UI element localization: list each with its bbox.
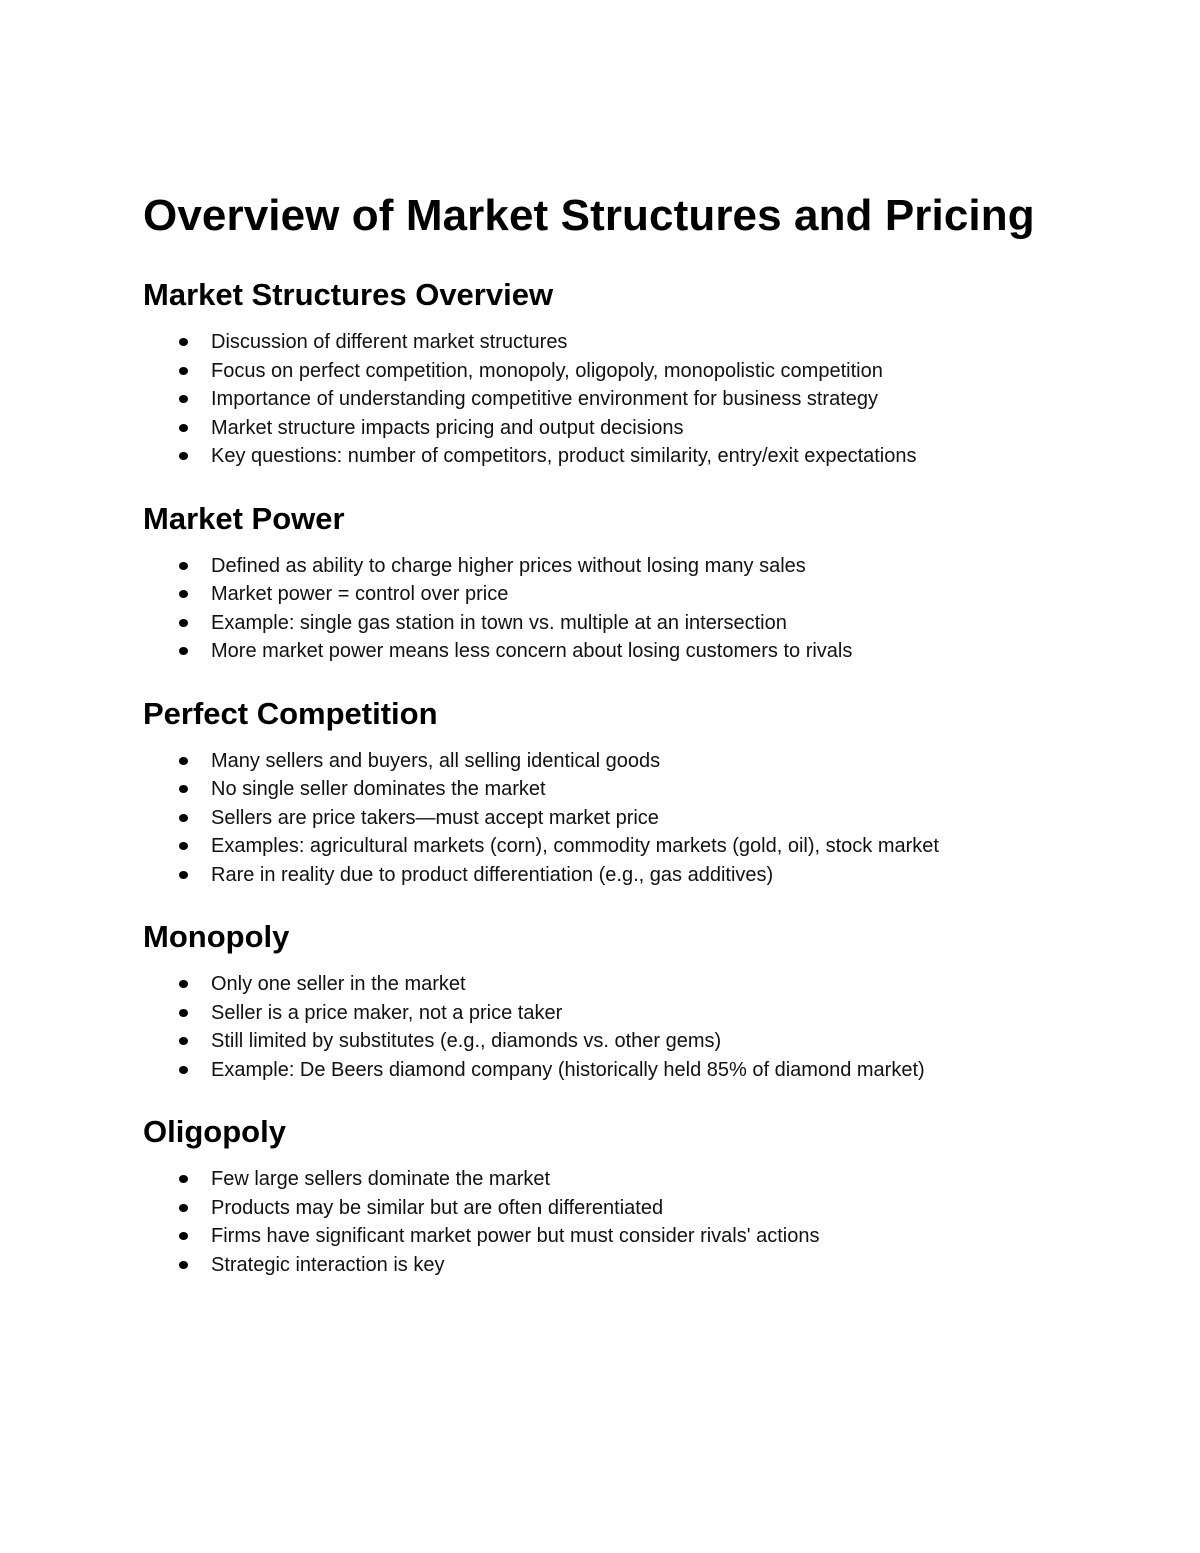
list-item — [143, 1222, 1200, 1251]
list-item — [143, 832, 1200, 861]
list-item-text: More market power means less concern about losing customers to rivals — [211, 640, 853, 662]
list-item — [143, 1251, 1200, 1280]
list-item-text: Many sellers and buyers, all selling identical goods — [211, 749, 661, 772]
list-item — [143, 328, 1200, 357]
list-item — [143, 775, 1200, 804]
section-heading: Market Structures Overview — [143, 277, 554, 312]
list-item-text: Seller is a price maker, not a price taker — [211, 1001, 563, 1024]
bullet-dot-icon — [179, 1175, 188, 1183]
list-item — [143, 1027, 1200, 1056]
bullet-list — [143, 552, 1200, 666]
list-item-text: Discussion of different market structures — [211, 331, 568, 353]
list-item-text: Focus on perfect competition, monopoly, oligopoly, monopolistic competition — [211, 359, 883, 382]
list-item-text: Example: single gas station in town vs. multiple at an intersection — [211, 611, 787, 634]
bullet-dot-icon — [179, 647, 188, 655]
bullet-dot-icon — [179, 1204, 188, 1212]
section-monopoly — [143, 918, 1200, 1084]
section-heading: Market Power — [143, 500, 345, 536]
list-item-text: Defined as ability to charge higher prices without losing many sales — [211, 554, 806, 577]
bullet-dot-icon — [179, 619, 188, 627]
bullet-dot-icon — [179, 1009, 188, 1017]
bullet-dot-icon — [179, 1261, 188, 1269]
list-item-text: Products may be similar but are often differentiated — [211, 1196, 664, 1219]
list-item — [143, 1194, 1200, 1223]
section-oligopoly — [143, 1113, 1200, 1279]
bullet-dot-icon — [179, 338, 188, 346]
list-item — [143, 970, 1200, 999]
section-heading: Perfect Competition — [143, 695, 438, 731]
list-item-text: Examples: agricultural markets (corn), commodity markets (gold, oil), stock market — [211, 835, 939, 857]
bullet-dot-icon — [179, 395, 188, 403]
list-item-text: Only one seller in the market — [211, 973, 466, 995]
bullet-dot-icon — [179, 1232, 188, 1240]
list-item — [143, 385, 1200, 414]
bullet-list — [143, 1165, 1200, 1279]
bullet-list — [143, 970, 1200, 1084]
bullet-dot-icon — [179, 842, 188, 850]
bullet-dot-icon — [179, 980, 188, 988]
bullet-dot-icon — [179, 452, 188, 460]
list-item — [143, 861, 1200, 890]
list-item-text: Market power = control over price — [211, 583, 509, 605]
bullet-dot-icon — [179, 1037, 188, 1045]
list-item-text: Key questions: number of competitors, product similarity, entry/exit expectations — [211, 445, 917, 467]
document-title: Overview of Market Structures and Pricing — [143, 191, 1035, 240]
bullet-dot-icon — [179, 1066, 188, 1074]
list-item-text: Strategic interaction is key — [211, 1253, 445, 1276]
list-item-text: No single seller dominates the market — [211, 778, 546, 800]
list-item — [143, 1056, 1200, 1085]
bullet-dot-icon — [179, 367, 188, 375]
list-item-text: Importance of understanding competitive environment for business strategy — [211, 388, 879, 410]
bullet-list — [143, 328, 1200, 471]
bullet-dot-icon — [179, 871, 188, 879]
bullet-dot-icon — [179, 590, 188, 598]
list-item — [143, 580, 1200, 609]
section-perfect-competition — [143, 695, 1200, 890]
list-item — [143, 637, 1200, 666]
section-heading: Monopoly — [143, 919, 290, 954]
list-item-text: Few large sellers dominate the market — [211, 1168, 551, 1190]
list-item — [143, 1165, 1200, 1194]
list-item — [143, 357, 1200, 386]
list-item — [143, 747, 1200, 776]
bullet-dot-icon — [179, 785, 188, 793]
list-item — [143, 552, 1200, 581]
list-item-text: Market structure impacts pricing and output decisions — [211, 416, 684, 439]
bullet-dot-icon — [179, 757, 188, 765]
bullet-dot-icon — [179, 424, 188, 432]
list-item — [143, 999, 1200, 1028]
bullet-list — [143, 747, 1200, 890]
list-item-text: Still limited by substitutes (e.g., diamonds vs. other gems) — [211, 1030, 722, 1052]
list-item-text: Sellers are price takers—must accept market price — [211, 806, 659, 829]
list-item — [143, 804, 1200, 833]
bullet-dot-icon — [179, 814, 188, 822]
list-item — [143, 442, 1200, 471]
section-market-structures-overview — [143, 276, 1200, 471]
section-market-power — [143, 500, 1200, 666]
list-item — [143, 414, 1200, 443]
list-item-text: Rare in reality due to product differentiation (e.g., gas additives) — [211, 863, 774, 886]
bullet-dot-icon — [179, 562, 188, 570]
list-item-text: Firms have significant market power but must consider rivals' actions — [211, 1225, 820, 1247]
list-item-text: Example: De Beers diamond company (historically held 85% of diamond market) — [211, 1058, 925, 1081]
list-item — [143, 609, 1200, 638]
section-heading: Oligopoly — [143, 1114, 286, 1149]
